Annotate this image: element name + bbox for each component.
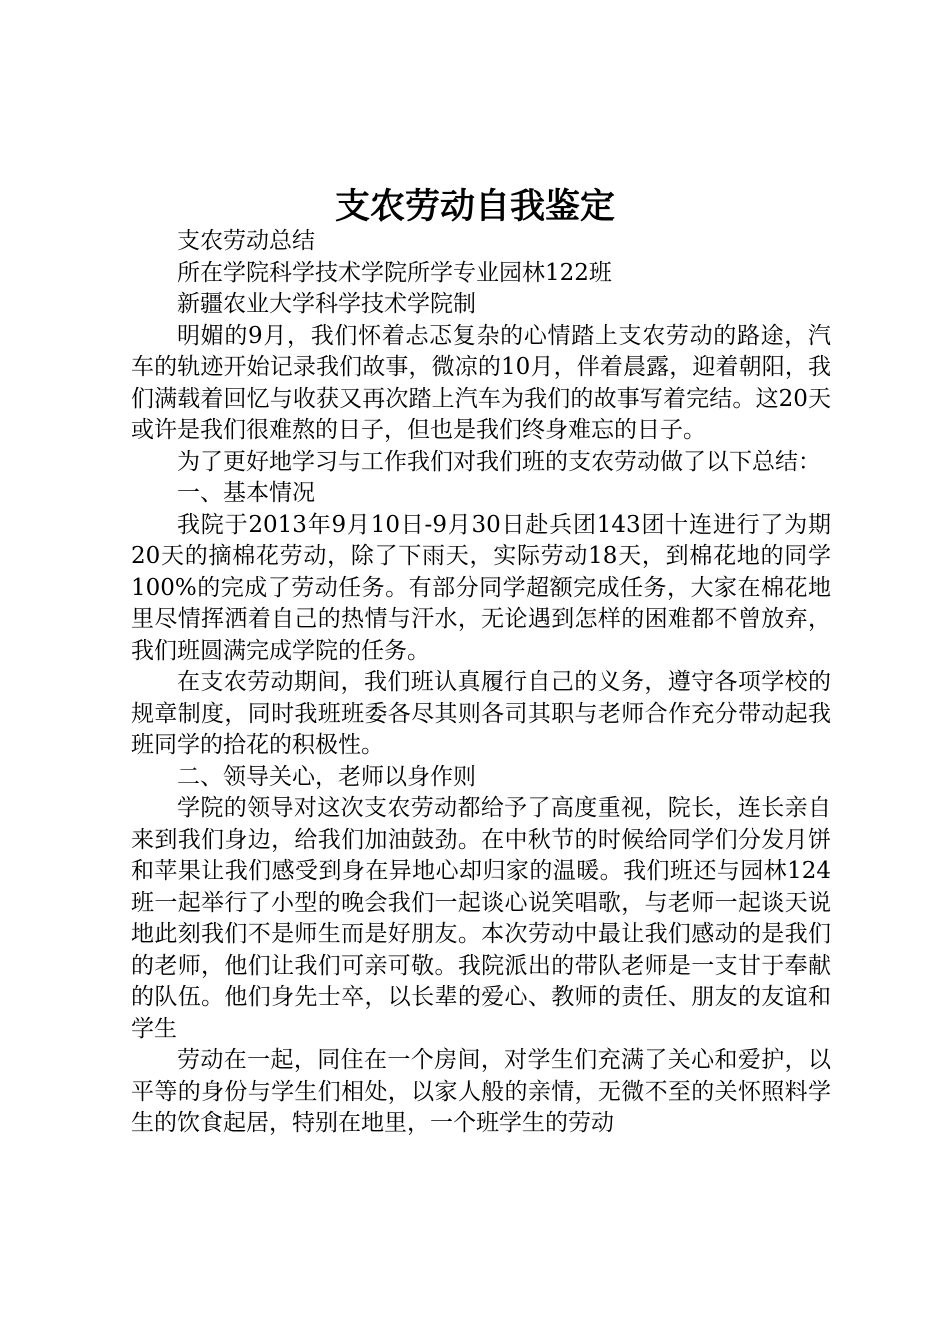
body-paragraph: 学院的领导对这次支农劳动都给予了高度重视，院长，连长亲自来到我们身边，给我们加油鼓劲。在中秋节的时候给同学们分发月饼和苹果让我们感受到身在异地心却归家的温暖。我们班还与园林124班一起举行了小型的晚会我们一起谈心说笑唱歌，与老师一起谈天说地此刻我们不是师生而是好朋友。本次劳动中最让我们感动的是我们的老师，他们让我们可亲可敬。我院派出的带队老师是一支甘于奉献的队伍。他们身先士卒，以长辈的爱心、教师的责任、朋友的友谊和学生 bbox=[131, 795, 831, 1042]
body-paragraph: 明媚的9月，我们怀着忐忑复杂的心情踏上支农劳动的路途，汽车的轨迹开始记录我们故事，微凉的10月，伴着晨露，迎着朝阳，我们满载着回忆与收获又再次踏上汽车为我们的故事写着完结。这20天或许是我们很难熬的日子，但也是我们终身难忘的日子。 bbox=[131, 322, 831, 443]
body-paragraph: 劳动在一起，同住在一个房间，对学生们充满了关心和爱护，以平等的身份与学生们相处，以家人般的亲情，无微不至的关怀照料学生的饮食起居，特别在地里，一个班学生的劳动 bbox=[131, 1047, 831, 1136]
section-heading: 一、基本情况 bbox=[177, 480, 315, 506]
body-paragraph: 新疆农业大学科学技术学院制 bbox=[177, 291, 476, 317]
body-paragraph: 所在学院科学技术学院所学专业园林122班 bbox=[177, 259, 612, 286]
body-paragraph: 我院于2013年9月10日-9月30日赴兵团143团十连进行了为期20天的摘棉花劳动，除了下雨天，实际劳动18天，到棉花地的同学100%的完成了劳动任务。有部分同学超额完成任务，大家在棉花地里尽情挥洒着自己的热情与汗水，无论遇到怎样的困难都不曾放弃，我们班圆满完成学院的任务。 bbox=[131, 511, 831, 664]
body-paragraph: 在支农劳动期间，我们班认真履行自己的义务，遵守各项学校的规章制度，同时我班班委各尽其则各司其职与老师合作充分带动起我班同学的拾花的积极性。 bbox=[131, 669, 831, 758]
body-paragraph: 为了更好地学习与工作我们对我们班的支农劳动做了以下总结： bbox=[177, 448, 821, 475]
document-body bbox=[131, 226, 831, 1140]
document-title: 支农劳动自我鉴定 bbox=[334, 186, 615, 227]
section-heading: 二、领导关心，老师以身作则 bbox=[177, 763, 476, 790]
body-paragraph: 支农劳动总结 bbox=[177, 228, 315, 254]
